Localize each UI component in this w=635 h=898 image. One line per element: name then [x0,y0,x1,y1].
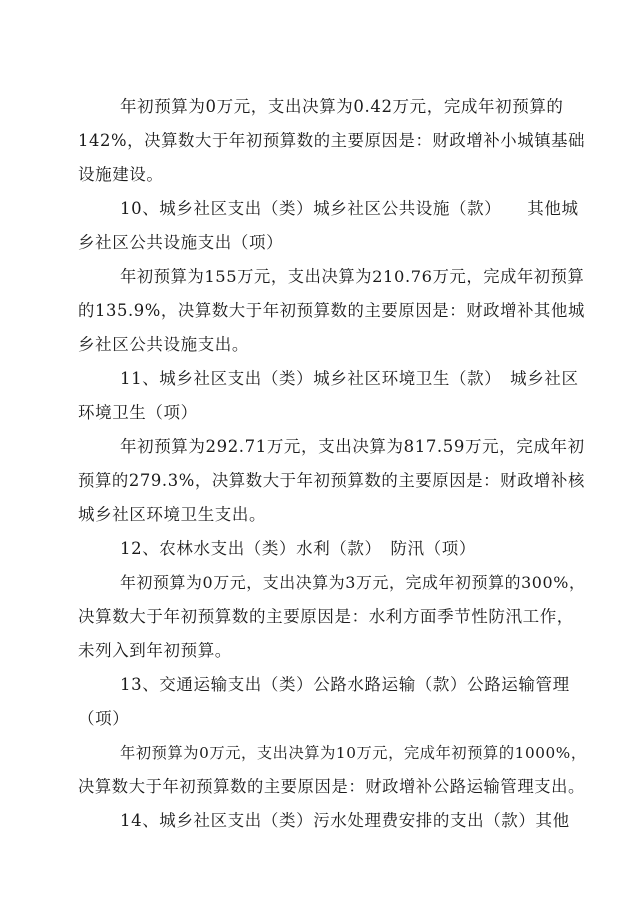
text-line: 未列入到年初预算。 [78,641,232,660]
section-heading: 10、城乡社区支出（类）城乡社区公共设施（款） 其他城 [120,199,579,218]
text-line: 环境卫生（项） [78,403,198,422]
text-line: 城乡社区环境卫生支出。 [78,505,267,524]
text-line: 乡社区公共设施支出。 [78,335,249,354]
text-line: 决算数大于年初预算数的主要原因是：财政增补公路运输管理支出。 [78,777,585,796]
section-heading: 11、城乡社区支出（类）城乡社区环境卫生（款） 城乡社区 [120,369,579,388]
text-line: 预算的279.3%，决算数大于年初预算数的主要原因是：财政增补核 [78,471,585,490]
text-line: 决算数大于年初预算数的主要原因是：水利方面季节性防汛工作， [78,607,574,626]
text-line: 乡社区公共设施支出（项） [78,233,284,252]
text-line: 年初预算为0万元，支出决算为0.42万元，完成年初预算的 [120,97,564,116]
text-line: 的135.9%，决算数大于年初预算数的主要原因是：财政增补其他城 [78,301,585,320]
text-line: 142%，决算数大于年初预算数的主要原因是：财政增补小城镇基础 [78,131,586,150]
text-line: 设施建设。 [78,165,164,184]
text-line: 年初预算为155万元，支出决算为210.76万元，完成年初预算 [120,267,585,286]
text-line: 年初预算为0万元，支出决算为3万元，完成年初预算的300%， [120,573,586,592]
section-heading: 13、交通运输支出（类）公路水路运输（款）公路运输管理 [120,675,570,694]
text-line: （项） [78,709,130,728]
section-heading: 12、农林水支出（类）水利（款） 防汛（项） [120,539,476,558]
text-line: 年初预算为0万元，支出决算为10万元，完成年初预算的1000%， [120,744,587,762]
section-heading: 14、城乡社区支出（类）污水处理费安排的支出（款）其他 [120,811,570,830]
text-line: 年初预算为292.71万元，支出决算为817.59万元，完成年初 [120,437,585,456]
